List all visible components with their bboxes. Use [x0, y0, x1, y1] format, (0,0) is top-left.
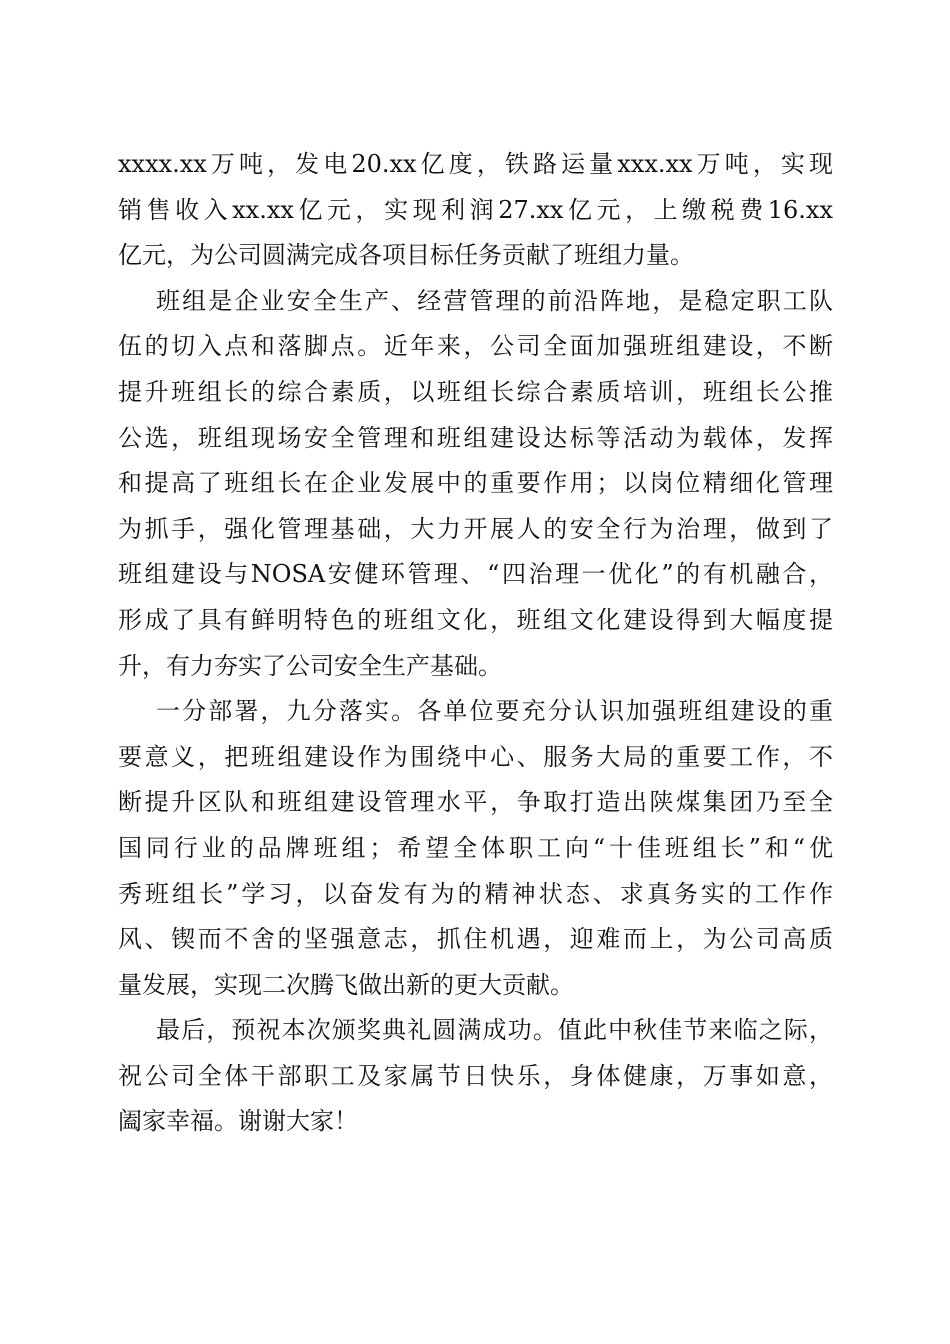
text-line: 要意义，把班组建设作为围绕中心、服务大局的重要工作，不: [118, 742, 833, 771]
text-line: 量发展，实现二次腾飞做出新的更大贡献。: [118, 970, 574, 999]
text-line: 一分部署，九分落实。各单位要充分认识加强班组建设的重: [156, 697, 833, 726]
text-line: 班组建设与NOSA安健环管理、“四治理一优化”的有机融合，: [118, 560, 833, 589]
text-line: 升，有力夯实了公司安全生产基础。: [118, 651, 502, 680]
text-line: 风、锲而不舍的坚强意志，抓住机遇，迎难而上，为公司高质: [118, 925, 833, 954]
text-line: 祝公司全体干部职工及家属节日快乐，身体健康，万事如意，: [118, 1061, 833, 1090]
text-line: 国同行业的品牌班组；希望全体职工向“十佳班组长”和“优: [118, 833, 833, 862]
text-line: 为抓手，强化管理基础，大力开展人的安全行为治理，做到了: [118, 514, 833, 543]
text-line: xxxx.xx万吨，发电20.xx亿度，铁路运量xxx.xx万吨，实现: [118, 150, 833, 178]
text-line: 和提高了班组长在企业发展中的重要作用；以岗位精细化管理: [118, 469, 833, 498]
text-line: 最后，预祝本次颁奖典礼圆满成功。值此中秋佳节来临之际，: [156, 1016, 833, 1045]
text-line: 阖家幸福。谢谢大家！: [118, 1107, 358, 1136]
paragraph-3: [118, 689, 833, 1008]
text-line: 伍的切入点和落脚点。近年来，公司全面加强班组建设，不断: [118, 332, 833, 361]
text-line: 销售收入xx.xx亿元，实现利润27.xx亿元，上缴税费16.xx: [118, 195, 833, 224]
text-line: 秀班组长”学习，以奋发有为的精神状态、求真务实的工作作: [118, 879, 833, 908]
text-line: 公选，班组现场安全管理和班组建设达标等活动为载体，发挥: [118, 423, 833, 452]
text-line: 形成了具有鲜明特色的班组文化，班组文化建设得到大幅度提: [118, 605, 833, 634]
document-body: [118, 142, 833, 1145]
text-line: 断提升区队和班组建设管理水平，争取打造出陕煤集团乃至全: [118, 788, 833, 817]
paragraph-2: [118, 279, 833, 689]
paragraph-4: [118, 1008, 833, 1145]
text-line: 提升班组长的综合素质，以班组长综合素质培训，班组长公推: [118, 377, 833, 406]
text-line: 亿元，为公司圆满完成各项目标任务贡献了班组力量。: [118, 241, 694, 270]
text-line: 班组是企业安全生产、经营管理的前沿阵地，是稳定职工队: [156, 286, 833, 315]
paragraph-1: [118, 142, 833, 279]
